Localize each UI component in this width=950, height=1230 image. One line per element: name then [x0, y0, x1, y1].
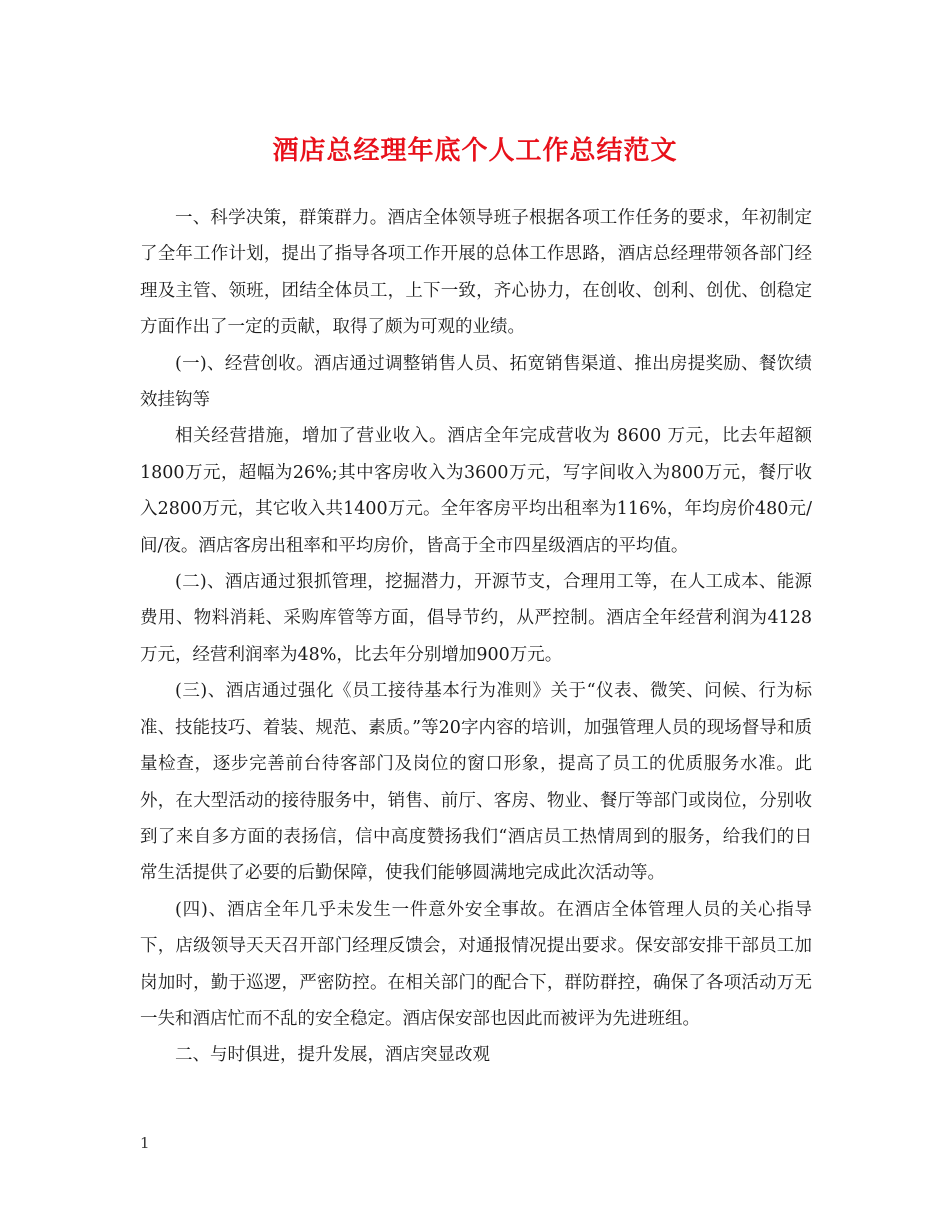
page-number: 1	[140, 1134, 150, 1152]
document-body	[140, 200, 812, 1074]
paragraph: (一)、经营创收。酒店通过调整销售人员、拓宽销售渠道、推出房提奖励、餐饮绩效挂钩等	[140, 353, 812, 411]
document-title: 酒店总经理年底个人工作总结范文	[272, 136, 678, 166]
paragraph: (四)、酒店全年几乎未发生一件意外安全事故。在酒店全体管理人员的关心指导下，店级领导天天召开部门经理反馈会，对通报情况提出要求。保安部安排干部员工加岗加时，勤于巡逻，严密防控。在相关部门的配合下，群防群控，确保了各项活动万无一失和酒店忙而不乱的安全稳定。酒店保安部也因此而被评为先进班组。	[140, 899, 812, 1029]
paragraph: 相关经营措施，增加了营业收入。酒店全年完成营收为 8600 万元，比去年超额1800万元，超幅为26%;其中客房收入为3600万元，写字间收入为800万元，餐厅收入2800万元，其它收入共1400万元。全年客房平均出租率为116%，年均房价480元/间/夜。酒店客房出租率和平均房价，皆高于全市四星级酒店的平均值。	[140, 426, 812, 556]
paragraph: (三)、酒店通过强化《员工接待基本行为准则》关于“仪表、微笑、问候、行为标准、技能技巧、着装、规范、素质。”等20字内容的培训，加强管理人员的现场督导和质量检查，逐步完善前台待客部门及岗位的窗口形象，提高了员工的优质服务水准。此外，在大型活动的接待服务中，销售、前厅、客房、物业、餐厅等部门或岗位，分别收到了来自多方面的表扬信，信中高度赞扬我们“酒店员工热情周到的服务，给我们的日常生活提供了必要的后勤保障，使我们能够圆满地完成此次活动等。	[140, 681, 812, 884]
paragraph: (二)、酒店通过狠抓管理，挖掘潜力，开源节支，合理用工等，在人工成本、能源费用、物料消耗、采购库管等方面，倡导节约，从严控制。酒店全年经营利润为4128万元，经营利润率为48%，比去年分别增加900万元。	[140, 572, 812, 665]
paragraph: 一、科学决策，群策群力。酒店全体领导班子根据各项工作任务的要求，年初制定了全年工作计划，提出了指导各项工作开展的总体工作思路，酒店总经理带领各部门经理及主管、领班，团结全体员工，上下一致，齐心协力，在创收、创利、创优、创稳定方面作出了一定的贡献，取得了颇为可观的业绩。	[140, 208, 812, 338]
paragraph: 二、与时俱进，提升发展，酒店突显改观	[175, 1045, 490, 1066]
